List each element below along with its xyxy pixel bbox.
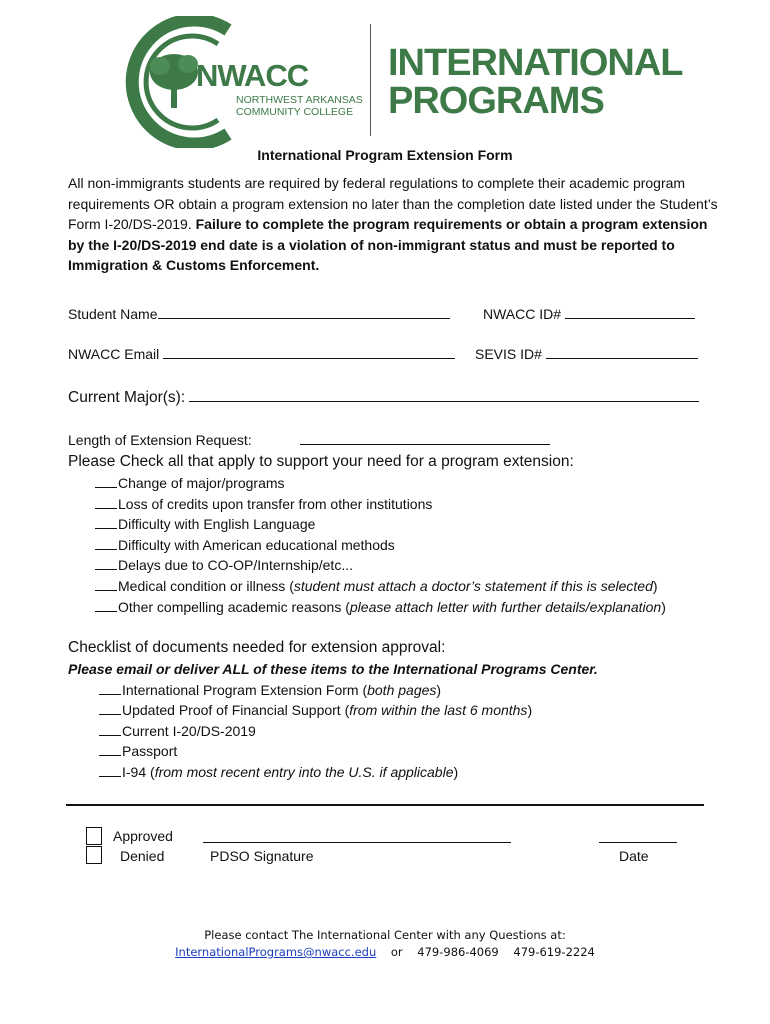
nwacc-id-field[interactable] [565, 305, 695, 319]
reason-item [95, 496, 432, 512]
item-note: from most recent entry into the U.S. if applicable [154, 763, 454, 780]
checklist-item [99, 723, 256, 739]
sevis-field[interactable] [546, 345, 698, 359]
check-blank[interactable] [99, 723, 121, 736]
item-text: I-94 ( [122, 763, 155, 780]
logo-letters: NWACC [196, 58, 309, 93]
intro-bold: Failure to complete the program requirements or obtain a program extension by the I-20/DS-2019 end date is a violation of non-immigrant status and must be reported to Immigration & Customs Enforcement. [68, 216, 708, 274]
item-text: Medical condition or illness ( [118, 578, 294, 594]
logo-subtitle-1: NORTHWEST ARKANSAS [236, 94, 363, 106]
reasons-heading: Please Check all that apply to support your need for a program extension: [68, 453, 574, 470]
checklist-heading: Checklist of documents needed for extension approval: [68, 639, 446, 656]
item-text: Passport [122, 743, 178, 760]
nwacc-id-label: NWACC ID# [483, 306, 562, 322]
check-blank[interactable] [95, 496, 117, 509]
length-field[interactable] [300, 431, 550, 445]
footer-contact-details [0, 945, 770, 959]
check-blank[interactable] [95, 578, 117, 591]
footer-phone-2: 479-619-2224 [513, 945, 595, 959]
denied-checkbox[interactable] [86, 846, 102, 864]
form-title: International Program Extension Form [257, 147, 513, 163]
checklist-item [99, 764, 458, 780]
check-blank[interactable] [95, 537, 117, 550]
item-text: Difficulty with American educational methods [118, 536, 395, 553]
item-close: ) [527, 702, 533, 719]
footer-phone-1: 479-986-4069 [417, 945, 499, 959]
item-text: Loss of credits upon transfer from other institutions [118, 495, 433, 512]
denied-label: Denied [120, 848, 165, 864]
dept-title-line2: PROGRAMS [388, 80, 604, 122]
item-text: Current I-20/DS-2019 [122, 722, 256, 739]
dept-title-line1: INTERNATIONAL [388, 42, 683, 84]
checklist-item [99, 743, 177, 759]
check-blank[interactable] [95, 516, 117, 529]
reason-item [95, 599, 666, 615]
item-note: both pages [367, 682, 437, 698]
approved-checkbox[interactable] [86, 827, 102, 845]
student-name-label: Student Name [68, 306, 158, 322]
date-field[interactable] [599, 829, 677, 843]
footer-or: or [390, 945, 403, 959]
item-text: Other compelling academic reasons ( [118, 598, 350, 615]
reason-item [95, 516, 315, 532]
item-note: student must attach a doctor’s statement if this is selected [293, 578, 653, 594]
check-blank[interactable] [99, 764, 121, 777]
check-blank[interactable] [99, 743, 121, 756]
check-blank[interactable] [99, 702, 121, 715]
item-close: ) [436, 682, 442, 698]
student-name-field[interactable] [158, 305, 450, 319]
section-divider [66, 804, 704, 806]
item-text: Change of major/programs [118, 475, 285, 491]
header-divider [370, 24, 371, 136]
item-close: ) [652, 578, 658, 594]
checklist-instruction: Please email or deliver ALL of these items to the International Programs Center. [68, 661, 598, 677]
checklist-item [99, 702, 532, 718]
tree-icon [150, 54, 198, 108]
check-blank[interactable] [99, 682, 121, 695]
check-blank[interactable] [95, 557, 117, 570]
sevis-label: SEVIS ID# [475, 346, 542, 362]
signature-field[interactable] [203, 829, 511, 843]
item-text: Delays due to CO-OP/Internship/etc... [118, 557, 353, 574]
email-field[interactable] [163, 345, 455, 359]
reason-item [95, 557, 353, 573]
footer-email-link[interactable]: InternationalPrograms@nwacc.edu [175, 945, 377, 959]
item-note: please attach letter with further details/explanation [349, 598, 662, 615]
intro-paragraph [68, 173, 718, 276]
item-text: Difficulty with English Language [118, 516, 316, 533]
major-field[interactable] [189, 388, 699, 402]
checklist-item [99, 682, 441, 698]
item-note: from within the last 6 months [349, 702, 528, 719]
item-text: Updated Proof of Financial Support ( [122, 702, 350, 719]
reason-item [95, 537, 395, 553]
major-label: Current Major(s): [68, 389, 186, 406]
logo-subtitle-2: COMMUNITY COLLEGE [236, 106, 354, 118]
reason-item [95, 578, 658, 594]
date-label: Date [619, 848, 649, 864]
item-close: ) [661, 598, 666, 615]
footer-contact-line: Please contact The International Center with any Questions at: [204, 928, 566, 942]
check-blank[interactable] [95, 599, 117, 612]
length-label: Length of Extension Request: [68, 432, 252, 448]
signature-label: PDSO Signature [210, 848, 314, 864]
email-label: NWACC Email [68, 346, 160, 362]
item-text: International Program Extension Form ( [122, 682, 368, 698]
check-blank[interactable] [95, 475, 117, 488]
item-close: ) [453, 763, 459, 780]
reason-item [95, 475, 285, 491]
intro-plain: All non-immigrants students are required by federal regulations to complete their academic program requirements OR obtain a program extension no later than the completion date listed under the Student’s Form I-20/DS-2019. [68, 175, 718, 233]
approved-label: Approved [113, 828, 173, 844]
